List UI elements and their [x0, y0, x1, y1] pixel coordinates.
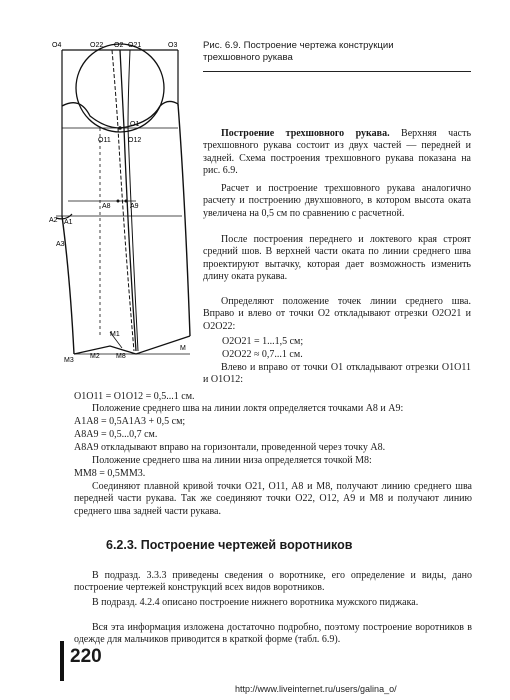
paragraph-3 [203, 234, 471, 284]
lower-paragraph-3 [74, 622, 472, 647]
section-title: 6.2.3. Построение чертежей воротников [106, 538, 353, 552]
paragraph-2 [203, 183, 471, 220]
paragraph-8 [74, 455, 472, 467]
lower-paragraph-1-text: В подразд. 3.3.3 приведены сведения о воротнике, его определение и виды, дано построение чертежей конструкций всех видов воротников. [74, 570, 472, 594]
paragraph-7-text: A8A9 откладывают вправо на горизонтали, проведенной через точку A8. [74, 442, 386, 453]
formula-3: O1O11 = O1O12 = 0,5...1 см. [74, 391, 195, 402]
label-a1: A1 [64, 219, 73, 226]
page-number: 220 [70, 646, 102, 667]
label-m3: M3 [64, 357, 74, 364]
label-o2: O2 [114, 42, 124, 49]
label-a8: A8 [102, 203, 111, 210]
label-o22: O22 [90, 42, 104, 49]
paragraph-3-text: После построения переднего и локтевого края строят средний шов. В верхней части оката по линии среднего шва проектируют вытачку, которая дает возможность изменить длину оката рукава. [203, 234, 471, 283]
paragraph-4-text: Определяют положение точек линии среднего шва. Вправо и влево от точки O2 откладывают отрезки O2O21 и O2O22: [203, 296, 471, 332]
formula-4: A1A8 = 0,5A1A3 + 0,5 см; [74, 416, 186, 427]
paragraph-1 [203, 128, 471, 178]
paragraph-1-heading: Построение трехшовного рукава. [221, 128, 390, 139]
paragraph-9 [74, 481, 472, 518]
paragraph-1-text: Верхняя часть трехшовного рукава состоит из двух частей — передней и задней. Схема построения трехшовного рукава показана на рис. 6.9. [203, 128, 472, 177]
formula-2: O2O22 ≈ 0,7...1 см. [222, 349, 303, 360]
label-o11: O11 [98, 137, 111, 144]
paragraph-4 [203, 296, 471, 333]
label-o21: O21 [128, 42, 142, 49]
label-m1: M1 [110, 331, 120, 338]
label-m2: M2 [90, 353, 100, 360]
label-o4: O4 [52, 42, 62, 49]
label-a9: A9 [130, 203, 139, 210]
caption-divider [203, 71, 471, 72]
label-m8: M8 [116, 353, 126, 360]
lower-paragraph-2-text: В подразд. 4.2.4 описано построение нижнего воротника мужского пиджака. [92, 597, 419, 608]
paragraph-6 [74, 403, 472, 415]
formula-6: MM8 = 0,5MM3. [74, 468, 146, 479]
paragraph-2-text: Расчет и построение трехшовного рукава аналогично расчету и построению двухшовного, в котором высота оката увеличена на 0,5 см по сравнению с расчетной. [203, 183, 471, 219]
paragraph-6-text: Положение среднего шва на линии локтя определяется точками A8 и A9: [92, 403, 404, 414]
label-m: M [180, 345, 186, 352]
label-o12: O12 [128, 137, 142, 144]
paragraph-8-text: Положение среднего шва на линии низа определяется точкой M8: [92, 455, 372, 466]
label-o1: O1 [130, 121, 140, 128]
paragraph-5 [203, 362, 471, 387]
label-a3: A3 [56, 241, 65, 248]
caption-label: Рис. 6.9. [203, 40, 241, 51]
sleeve-construction-drawing [49, 36, 200, 364]
formula-1: O2O21 = 1...1,5 см; [222, 336, 304, 347]
lower-paragraph-3-text: Вся эта информация изложена достаточно подробно, поэтому построение воротников в одежде для мальчиков приводится в краткой форме (табл. 6.9). [74, 622, 472, 646]
page-number-bar [60, 641, 64, 681]
paragraph-7 [74, 442, 472, 454]
lower-paragraph-2 [74, 597, 472, 609]
figure-caption [203, 40, 453, 64]
lower-paragraph-1 [74, 570, 472, 595]
paragraph-9-text: Соединяют плавной кривой точки O21, O11, A8 и M8, получают линию среднего шва передней части рукава. Так же соединяют точки O22, O12, A9 и M8 и получают линию среднего шва задней части рукава. [74, 481, 472, 517]
formula-5: A8A9 = 0,5...0,7 см. [74, 429, 158, 440]
label-o3: O3 [168, 42, 178, 49]
caption-text: Построение чертежа конструкции трехшовного рукава [203, 40, 394, 63]
watermark-url[interactable]: http://www.liveinternet.ru/users/galina_o/ [235, 684, 397, 694]
paragraph-5-text: Влево и вправо от точки O1 откладывают отрезки O1O11 и O1O12: [203, 362, 471, 386]
label-a2: A2 [49, 217, 58, 224]
